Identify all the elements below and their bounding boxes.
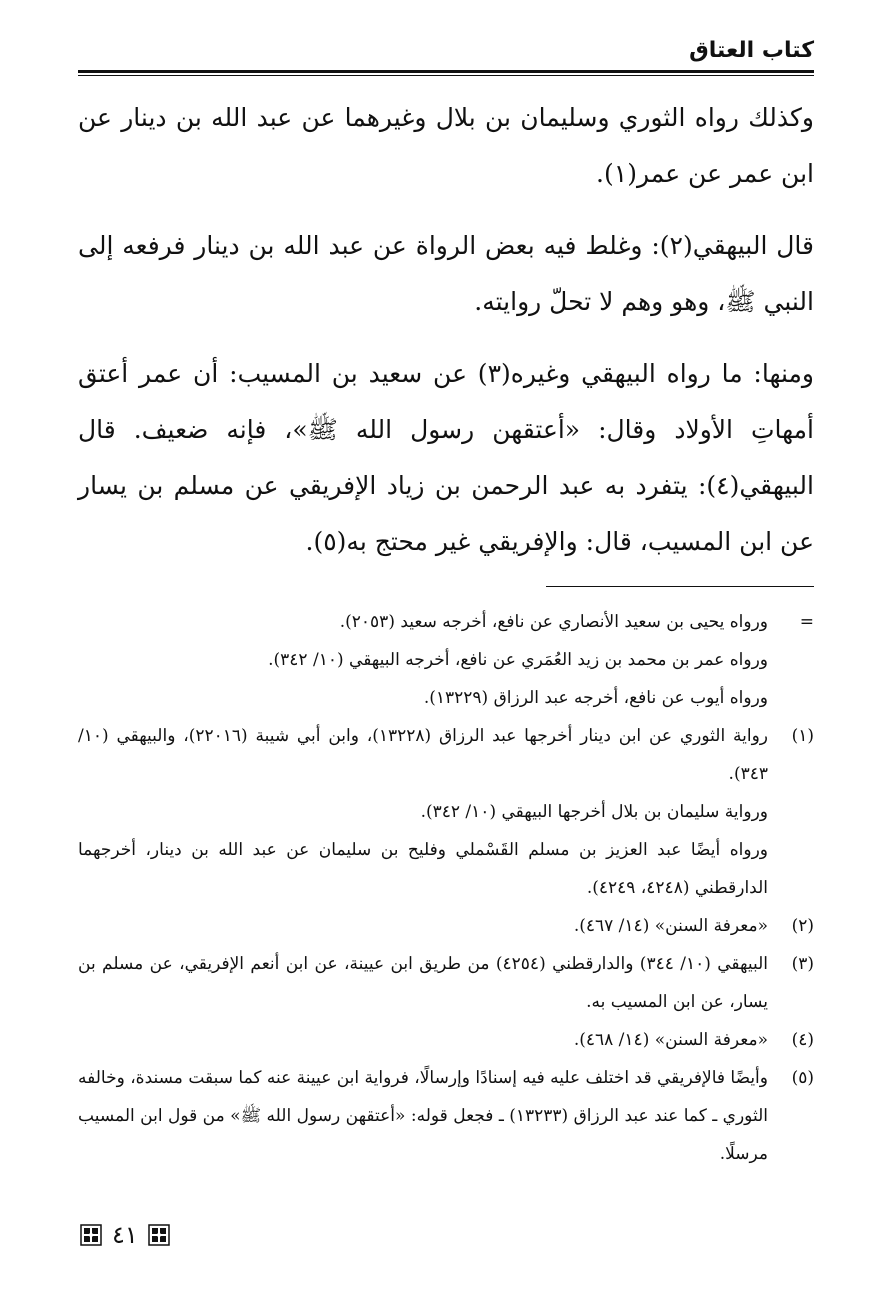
footnote-line: البيهقي (١٠/ ٣٤٤) والدارقطني (٤٢٥٤) من طريق ابن عيينة، عن ابن أنعم الإفريقي، عن مسلم بن يسار، عن ابن المسيب به. xyxy=(78,954,768,1012)
footnote-body xyxy=(78,1059,768,1173)
running-header-title: كتاب العتاق xyxy=(689,38,814,63)
main-text xyxy=(78,90,814,570)
footnote-line: وأيضًا فالإفريقي قد اختلف عليه فيه إسنادًا وإرسالًا، فرواية ابن عيينة عنه كما سبقت مسندة، وخالفه الثوري ـ كما عند عبد الرزاق (١٣٢٣٣) ـ فجعل قوله: «أعتقهن رسول الله ﷺ» من قول ابن المسيب مرسلًا. xyxy=(78,1068,768,1164)
footnote-mark: (٤) xyxy=(791,1030,814,1050)
header-rule-thin xyxy=(78,75,814,76)
footnote-mark: (٣) xyxy=(791,954,814,974)
footnote-body xyxy=(78,603,768,717)
footnote-line: «معرفة السنن» (١٤/ ٤٦٧). xyxy=(573,916,768,936)
footnote-body xyxy=(78,945,768,1021)
footnotes xyxy=(78,603,814,1173)
footnote-line: «معرفة السنن» (١٤/ ٤٦٨). xyxy=(573,1030,768,1050)
footnote-body xyxy=(78,717,768,907)
footnote-line: ورواه أيوب عن نافع، أخرجه عبد الرزاق (١٣٢٢٩). xyxy=(423,688,768,708)
footnote-separator xyxy=(546,586,814,587)
footnote-line: رواية الثوري عن ابن دينار أخرجها عبد الرزاق (١٣٢٢٨)، وابن أبي شيبة (٢٢٠١٦)، والبيهقي (١٠/ ٣٤٣). xyxy=(78,726,768,784)
decorative-ornament-icon xyxy=(80,1224,102,1246)
paragraph: ومنها: ما رواه البيهقي وغيره(٣) عن سعيد بن المسيب: أن عمر أعتق أمهاتِ الأولاد وقال: «أعتقهن رسول الله ﷺ»، فإنه ضعيف. قال البيهقي(٤): يتفرد به عبد الرحمن بن زياد الإفريقي عن مسلم بن يسار عن ابن المسيب، قال: والإفريقي غير محتج به(٥). xyxy=(78,359,814,556)
decorative-ornament-icon xyxy=(148,1224,170,1246)
footnote-line: ورواه أيضًا عبد العزيز بن مسلم القَسْملي وفليح بن سليمان عن عبد الله بن دينار، أخرجهما الدارقطني (٤٢٤٨، ٤٢٤٩). xyxy=(78,840,768,898)
footnote-mark: (١) xyxy=(791,726,814,746)
footnote-line: ورواه يحيى بن سعيد الأنصاري عن نافع، أخرجه سعيد (٢٠٥٣). xyxy=(339,612,768,632)
footnote-body xyxy=(78,1021,768,1059)
page-footer xyxy=(80,1222,170,1248)
footnote-body xyxy=(78,907,768,945)
footnote xyxy=(78,1021,814,1059)
page-content xyxy=(78,34,814,1173)
footnote-mark: (٥) xyxy=(791,1068,814,1088)
paragraph: قال البيهقي(٢): وغلط فيه بعض الرواة عن عبد الله بن دينار فرفعه إلى النبي ﷺ، وهو وهم لا تحلّ روايته. xyxy=(78,231,814,316)
footnote-line: ورواه عمر بن محمد بن زيد العُمَري عن نافع، أخرجه البيهقي (١٠/ ٣٤٢). xyxy=(268,650,768,670)
header-rule-thick xyxy=(78,70,814,73)
footnote xyxy=(78,603,814,717)
page-number: ٤١ xyxy=(112,1221,138,1249)
paragraph: وكذلك رواه الثوري وسليمان بن بلال وغيرهما عن عبد الله بن دينار عن ابن عمر عن عمر(١). xyxy=(78,103,814,188)
footnote xyxy=(78,717,814,907)
footnote xyxy=(78,907,814,945)
footnote-mark: = xyxy=(799,612,814,632)
footnote-mark: (٢) xyxy=(791,916,814,936)
footnote xyxy=(78,945,814,1021)
footnote xyxy=(78,1059,814,1173)
footnote-line: ورواية سليمان بن بلال أخرجها البيهقي (١٠/ ٣٤٢). xyxy=(420,802,768,822)
